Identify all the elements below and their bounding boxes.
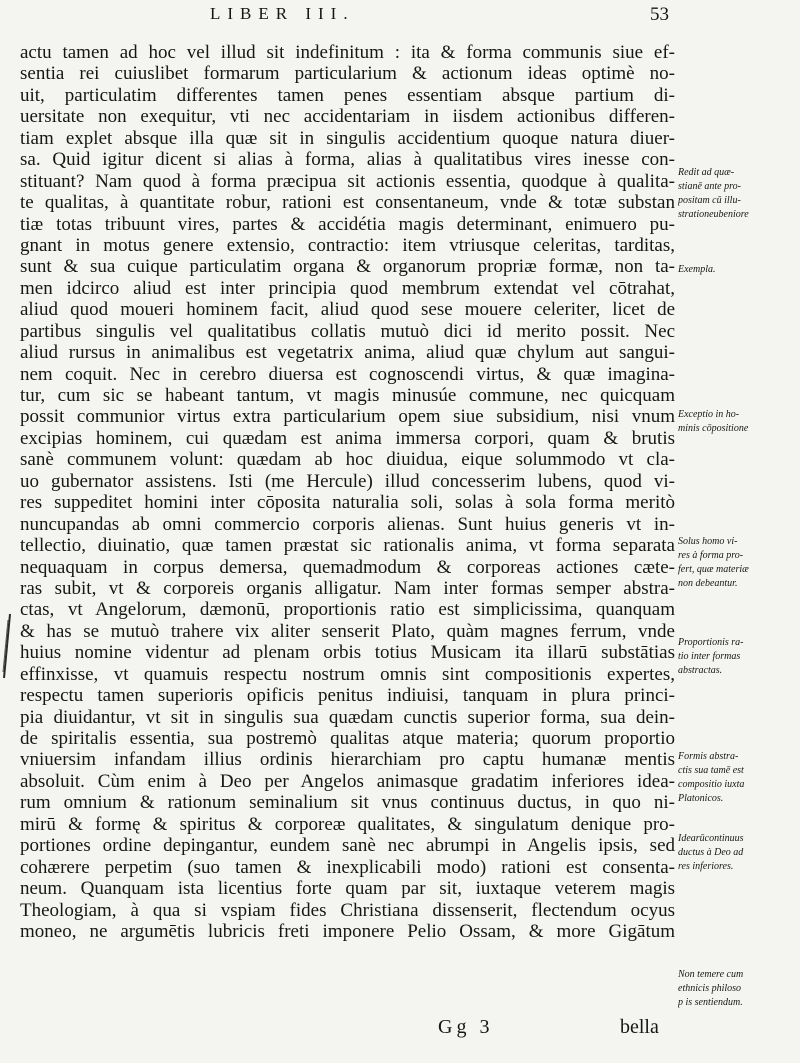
note-line: Formis abstra- xyxy=(678,751,739,762)
text-line: Theologiam, à qua si vspiam fides Christiana dissenserit, flectendum ocyus xyxy=(20,899,675,921)
text-line: res suppeditet homini inter cōposita naturalia soli, solas à sola forma meritò xyxy=(20,492,675,514)
text-line: tiæ totas tribuunt vires, partes & accidétia magis determinant, enimuero pu- xyxy=(20,213,675,235)
note-line: ductus à Deo ad xyxy=(678,847,744,858)
note-line: non debeantur. xyxy=(678,578,738,589)
page-footer xyxy=(0,1016,800,1056)
note-line: ctis sua tamē est xyxy=(678,765,744,776)
note-line: compositio iuxta xyxy=(678,779,745,790)
marginal-note xyxy=(678,832,798,874)
note-line: minis cōpositione xyxy=(678,423,749,434)
text-line: pia diuidantur, vt sit in singulis sua quædam cunctis superior forma, sua dein- xyxy=(20,706,675,728)
text-line: tiam explet absque illa quæ sit in singulis accidentium quoque natura diuer- xyxy=(20,127,675,149)
marginal-note xyxy=(678,535,798,591)
text-line: excipias hominem, cui quædam est anima immersa corpori, quam & brutis xyxy=(20,427,675,449)
text-line: ras subit, vt & corporeis organis alligatur. Nam inter formas semper abstra- xyxy=(20,577,675,599)
text-line: actu tamen ad hoc vel illud sit indefinitum : ita & forma communis siue ef- xyxy=(20,42,675,63)
text-line: neum. Quanquam ista licentius forte quam par sit, iuxtaque veterem magis xyxy=(20,878,675,900)
note-line: Platonicos. xyxy=(678,793,724,804)
marginal-note xyxy=(678,408,798,436)
text-line: cohærere perpetim (suo tamen & inexplicabili modo) rationi est consenta- xyxy=(20,856,675,878)
text-line: huius nomine videntur ad plenam orbis totius Musicam ita illarū substātias xyxy=(20,642,675,664)
text-line: aliud rursus in animalibus est vegetatrix anima, aliud quæ chylum aut sangui- xyxy=(20,342,675,364)
note-line: res à forma pro- xyxy=(678,550,744,561)
note-line: stianē ante pro- xyxy=(678,181,741,192)
text-line: aliud quod moueri hominem facit, aliud quod sese mouere celeriter, licet de xyxy=(20,299,675,321)
text-line: tur, cum sic se habeant tantum, vt magis minusúe commune, nec quicquam xyxy=(20,385,675,406)
text-line: tellectio, diuinatio, quæ tamen præstat sic rationalis anima, vt forma separata xyxy=(20,535,675,557)
text-line: possit communior virtus extra particularium opem siue subsidium, nisi vnum xyxy=(20,406,675,428)
text-line: & has se mutuò trahere vix aliter senserit Plato, quàm magnes ferrum, vnde xyxy=(20,620,675,642)
text-line: sanè communem volunt: quædam ab hoc diuidua, eique solummodo vt cla- xyxy=(20,449,675,471)
text-line: sa. Quid igitur dicent si alias à forma, alias à qualitatibus vires inesse con- xyxy=(20,149,675,171)
note-line: Proportionis ra- xyxy=(678,637,744,648)
note-line: Exceptio in ho- xyxy=(678,409,740,420)
note-line: Non temere cum xyxy=(678,969,744,980)
note-line: Exempla. xyxy=(678,264,716,275)
text-line: uersitate non exequitur, vti nec accidentariam in iisdem actionibus differen- xyxy=(20,106,675,128)
text-line: partibus singulis vel qualitatibus collatis mutuò dici id merito possit. Nec xyxy=(20,320,675,342)
note-line: fert, quæ materiæ xyxy=(678,564,749,575)
text-line: nequaquam in corpus demersa, quemadmodum & corporeas actiones cæte- xyxy=(20,556,675,578)
text-line: de spiritalis essentia, sua postremò qualitas atque materia; quorum proportio xyxy=(20,728,675,749)
page-number: 53 xyxy=(650,4,669,25)
text-line: effinxisse, vt quamuis respectu nostrum omnis sint compositionis expertes, xyxy=(20,663,675,685)
text-line: sentia rei cuiuslibet formarum particularium & actionum ideas optimè no- xyxy=(20,63,675,85)
text-line: rum omnium & rationum seminalium sit vnus continuus ductus, in quo ni- xyxy=(20,792,675,814)
note-line: p is sentiendum. xyxy=(678,997,743,1008)
note-line: Solus homo vi- xyxy=(678,536,738,547)
note-line: res inferiores. xyxy=(678,861,734,872)
text-line: nuncupandas ab omni commercio corporis alienas. Sunt huius generis vt in- xyxy=(20,513,675,535)
text-line: nem coquit. Nec in cerebro diuersa est cognoscendi virtus, & quæ imagina- xyxy=(20,363,675,385)
main-text-block xyxy=(20,42,675,942)
note-line: Idearūcontinuus xyxy=(678,833,744,844)
note-line: tio inter formas xyxy=(678,651,741,662)
text-line: mirū & formę & spiritus & corporeæ qualitates, & singulatum denique pro- xyxy=(20,813,675,835)
note-line: strationeubeniore xyxy=(678,209,749,220)
marginal-note xyxy=(678,750,798,806)
text-line: moneo, ne argumētis lubricis freti imponere Pelio Ossam, & more Gigātum xyxy=(20,920,675,942)
text-line: sunt & sua cuique particulatim organa & organorum propriæ formæ, non ta- xyxy=(20,256,675,278)
note-line: Redit ad quæ- xyxy=(678,167,735,178)
marginal-note xyxy=(678,263,798,277)
text-line: respectu tamen superioris opificis penitus indiuisi, tanquam in plura princi- xyxy=(20,685,675,707)
text-line: vniuersim infandam illius ordinis hierarchiam pro captu humanæ mentis xyxy=(20,749,675,771)
ink-mark xyxy=(0,612,14,682)
text-line: uit, particulatim differentes tamen penes essentiam absque partium di- xyxy=(20,84,675,106)
text-line: te qualitas, à quantitate robur, rationi est consentaneum, vnde & totæ substan xyxy=(20,192,675,214)
marginal-note xyxy=(678,166,798,222)
text-line: ctas, vt Angelorum, dæmonū, proportionis ratio est simplicissima, quanquam xyxy=(20,599,675,621)
catchword: bella xyxy=(620,1016,659,1038)
text-line: portiones ordine depingantur, eundem sanè nec abrumpi in Angelis ipsis, sed xyxy=(20,835,675,857)
note-line: abstractas. xyxy=(678,665,723,676)
text-line: absoluit. Cùm enim à Deo per Angelos animasque gradatim inferiores idea- xyxy=(20,770,675,792)
text-line: men idcirco aliud est inter principia quod membrum extendat vel cōtrahat, xyxy=(20,277,675,299)
marginal-note xyxy=(678,636,798,678)
marginal-note xyxy=(678,968,798,1010)
signature-mark: Gg 3 xyxy=(438,1016,494,1038)
text-line: uo gubernator assistens. Isti (me Hercule) illud concesserim lubens, quod vi- xyxy=(20,470,675,492)
text-line: stituant? Nam quod à forma præcipua sit actionis essentia, quodque à qualita- xyxy=(20,170,675,192)
note-line: positam cū illu- xyxy=(678,195,741,206)
text-line: gnant in motus genere extensio, contractio: item vtriusque celeritas, tarditas, xyxy=(20,234,675,256)
note-line: ethnicis philoso xyxy=(678,983,742,994)
running-title: LIBER III. xyxy=(210,4,355,23)
